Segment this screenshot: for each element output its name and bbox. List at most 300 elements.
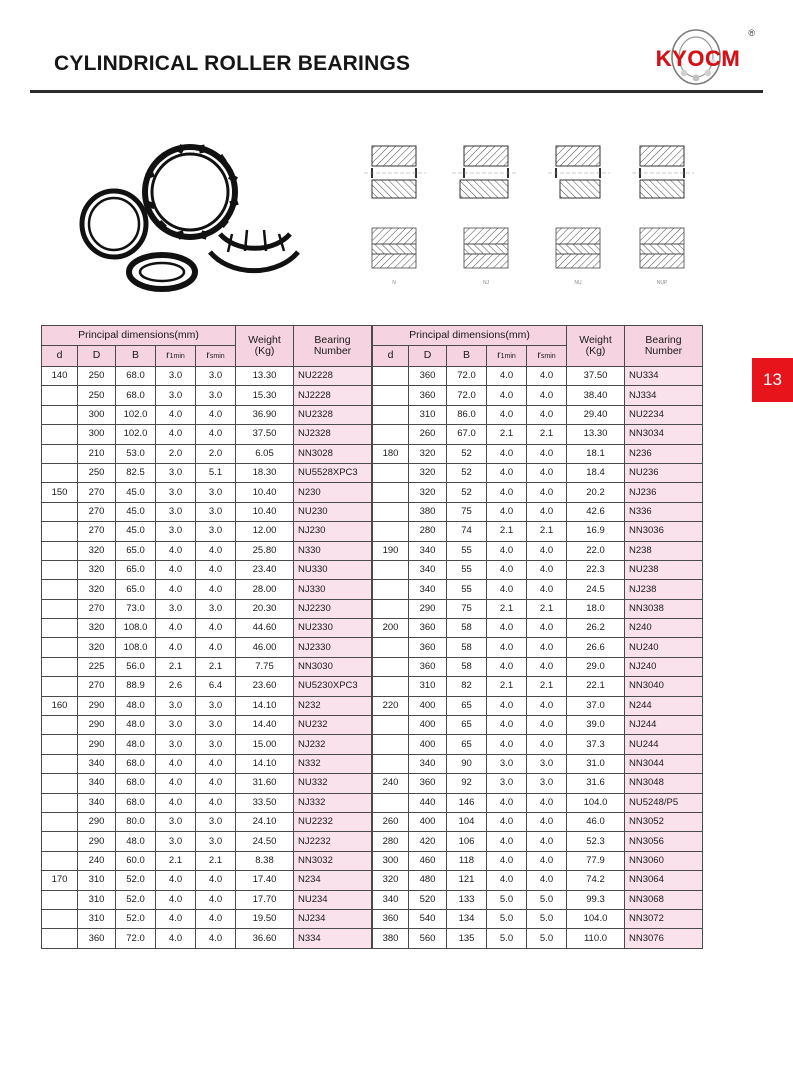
cell-weight: 104.0 [567,793,625,812]
cell-rsmin: 4.0 [196,890,236,909]
table-row [373,522,703,541]
cell-D: 290 [78,735,116,754]
cell-D: 300 [78,405,116,424]
cell-bearing-number: N238 [625,541,703,560]
cell-weight: 18.1 [567,444,625,463]
cell-weight: 77.9 [567,851,625,870]
cell-bearing-number: N240 [625,619,703,638]
cell-weight: 7.75 [236,657,294,676]
table-head-left [42,326,372,367]
table-row [373,541,703,560]
cell-rsmin: 4.0 [196,909,236,928]
cell-B: 60.0 [116,851,156,870]
column-header-r1min: r1min [487,346,527,367]
cell-weight: 24.5 [567,580,625,599]
cell-weight: 14.10 [236,696,294,715]
diagram-label-n: N [392,280,396,286]
cell-weight: 110.0 [567,929,625,948]
cell-B: 58 [447,619,487,638]
cell-rsmin: 2.0 [196,444,236,463]
cell-D: 290 [78,696,116,715]
page-title: CYLINDRICAL ROLLER BEARINGS [54,52,411,75]
table-row [42,560,372,579]
table-row [373,638,703,657]
cell-bearing-number: NJ330 [294,580,372,599]
cell-weight: 44.60 [236,619,294,638]
group-header-dimensions: Principal dimensions(mm) [42,326,236,346]
cell-B: 52 [447,483,487,502]
cell-r1min: 4.0 [487,463,527,482]
cell-B: 45.0 [116,522,156,541]
bearing-specification-tables [41,325,703,949]
bearing-line1: Bearing [314,333,351,346]
cell-d [42,522,78,541]
cell-weight: 23.60 [236,677,294,696]
cell-D: 250 [78,367,116,386]
cell-bearing-number: NU5528XPC3 [294,463,372,482]
cell-rsmin: 4.0 [527,483,567,502]
cell-rsmin: 4.0 [527,793,567,812]
bearing-line1: Bearing [645,333,682,346]
table-row [373,812,703,831]
cell-d: 300 [373,851,409,870]
table-row [373,425,703,444]
cell-bearing-number: NU234 [294,890,372,909]
cell-bearing-number: NN3064 [625,871,703,890]
cell-d [373,560,409,579]
cell-D: 270 [78,483,116,502]
cell-r1min: 3.0 [156,502,196,521]
table-row [42,793,372,812]
cell-d [373,677,409,696]
cell-d: 320 [373,871,409,890]
cell-rsmin: 4.0 [196,774,236,793]
cell-B: 72.0 [447,386,487,405]
cell-B: 68.0 [116,386,156,405]
cell-weight: 22.1 [567,677,625,696]
cell-B: 65 [447,696,487,715]
cell-bearing-number: NN3052 [625,812,703,831]
cell-B: 68.0 [116,774,156,793]
cell-bearing-number: NN3036 [625,522,703,541]
cell-d [42,386,78,405]
cell-D: 280 [409,522,447,541]
table-row [373,754,703,773]
cell-bearing-number: NU2234 [625,405,703,424]
cell-weight: 74.2 [567,871,625,890]
cell-B: 67.0 [447,425,487,444]
cell-B: 118 [447,851,487,870]
cell-weight: 18.4 [567,463,625,482]
cell-D: 440 [409,793,447,812]
cell-weight: 15.00 [236,735,294,754]
cell-rsmin: 2.1 [527,522,567,541]
cell-rsmin: 4.0 [196,619,236,638]
cell-rsmin: 5.0 [527,909,567,928]
table-row [42,774,372,793]
cell-rsmin: 4.0 [196,541,236,560]
cell-bearing-number: NN3040 [625,677,703,696]
cell-B: 121 [447,871,487,890]
cell-r1min: 4.0 [487,560,527,579]
cell-rsmin: 4.0 [527,541,567,560]
cell-B: 104 [447,812,487,831]
cell-bearing-number: NU238 [625,560,703,579]
cell-B: 74 [447,522,487,541]
cell-weight: 13.30 [236,367,294,386]
cell-bearing-number: NN3068 [625,890,703,909]
cell-rsmin: 3.0 [196,367,236,386]
cell-B: 102.0 [116,425,156,444]
cell-d [373,463,409,482]
cell-B: 102.0 [116,405,156,424]
cell-weight: 12.00 [236,522,294,541]
cell-D: 270 [78,677,116,696]
cell-D: 540 [409,909,447,928]
weight-line1: Weight [579,333,612,346]
cell-D: 290 [409,599,447,618]
cell-bearing-number: NJ332 [294,793,372,812]
cell-B: 86.0 [447,405,487,424]
cell-rsmin: 4.0 [196,871,236,890]
cell-d [373,657,409,676]
cell-weight: 16.9 [567,522,625,541]
column-header-weight [567,326,625,367]
cell-bearing-number: NN3038 [625,599,703,618]
cell-bearing-number: NN3076 [625,929,703,948]
cell-weight: 10.40 [236,483,294,502]
cell-B: 58 [447,657,487,676]
cell-weight: 39.0 [567,716,625,735]
cell-bearing-number: N232 [294,696,372,715]
cell-D: 340 [409,580,447,599]
table-row [373,444,703,463]
cell-r1min: 4.0 [487,541,527,560]
cell-B: 75 [447,599,487,618]
cell-D: 340 [409,754,447,773]
cell-rsmin: 2.1 [527,425,567,444]
cell-r1min: 4.0 [156,638,196,657]
cell-B: 146 [447,793,487,812]
bearing-table-right [372,325,703,949]
column-header-d: d [373,346,409,367]
cell-bearing-number: NJ244 [625,716,703,735]
cell-weight: 99.3 [567,890,625,909]
cell-bearing-number: NJ2328 [294,425,372,444]
cell-weight: 36.90 [236,405,294,424]
cell-r1min: 4.0 [156,425,196,444]
cell-B: 53.0 [116,444,156,463]
cell-weight: 24.10 [236,812,294,831]
cell-r1min: 5.0 [487,929,527,948]
cell-d [42,754,78,773]
cell-D: 320 [409,463,447,482]
cell-weight: 18.30 [236,463,294,482]
cell-D: 250 [78,463,116,482]
cell-rsmin: 4.0 [196,754,236,773]
cell-rsmin: 5.0 [527,890,567,909]
cell-rsmin: 4.0 [196,560,236,579]
cell-r1min: 4.0 [487,386,527,405]
cell-r1min: 4.0 [487,483,527,502]
table-row [42,929,372,948]
cell-r1min: 4.0 [487,657,527,676]
cell-d [42,812,78,831]
table-row [373,929,703,948]
cell-d: 280 [373,832,409,851]
cell-bearing-number: NU5230XPC3 [294,677,372,696]
cell-B: 48.0 [116,716,156,735]
cell-d [42,716,78,735]
table-row [373,832,703,851]
cell-r1min: 2.6 [156,677,196,696]
cell-bearing-number: NN3060 [625,851,703,870]
table-row [373,696,703,715]
cell-rsmin: 4.0 [527,463,567,482]
cell-d [42,909,78,928]
cell-bearing-number: NN3072 [625,909,703,928]
cell-B: 55 [447,560,487,579]
cell-B: 108.0 [116,619,156,638]
cell-D: 360 [409,386,447,405]
cell-weight: 17.70 [236,890,294,909]
table-row [42,909,372,928]
cell-B: 52.0 [116,890,156,909]
cell-bearing-number: NJ334 [625,386,703,405]
cell-d [42,599,78,618]
cell-r1min: 4.0 [156,909,196,928]
table-row [373,657,703,676]
cell-r1min: 4.0 [487,735,527,754]
cell-bearing-number: NN3034 [625,425,703,444]
cell-B: 55 [447,541,487,560]
cell-B: 133 [447,890,487,909]
cell-D: 320 [409,444,447,463]
cell-d [42,580,78,599]
cell-rsmin: 3.0 [196,832,236,851]
cell-D: 320 [78,619,116,638]
cell-weight: 36.60 [236,929,294,948]
cell-rsmin: 4.0 [196,425,236,444]
cell-weight: 15.30 [236,386,294,405]
cell-weight: 22.3 [567,560,625,579]
cell-d: 260 [373,812,409,831]
cell-r1min: 2.1 [487,599,527,618]
cell-weight: 22.0 [567,541,625,560]
cell-d: 150 [42,483,78,502]
cell-d [373,483,409,502]
cell-d: 140 [42,367,78,386]
cell-D: 420 [409,832,447,851]
column-header-weight [236,326,294,367]
cell-rsmin: 3.0 [196,483,236,502]
table-row [42,367,372,386]
cell-r1min: 4.0 [156,580,196,599]
cell-B: 65.0 [116,541,156,560]
table-row [42,599,372,618]
cell-r1min: 4.0 [156,560,196,579]
cell-d: 340 [373,890,409,909]
table-row [373,851,703,870]
cell-rsmin: 3.0 [196,522,236,541]
table-row [42,483,372,502]
cell-d [373,580,409,599]
cell-r1min: 2.1 [156,657,196,676]
cell-bearing-number: NJ234 [294,909,372,928]
cell-rsmin: 4.0 [527,444,567,463]
table-row [373,909,703,928]
cell-bearing-number: NJ238 [625,580,703,599]
cell-r1min: 4.0 [487,871,527,890]
cell-r1min: 4.0 [487,696,527,715]
cell-bearing-number: NU2228 [294,367,372,386]
cell-rsmin: 4.0 [527,716,567,735]
cell-rsmin: 3.0 [196,386,236,405]
cell-weight: 37.3 [567,735,625,754]
cell-d [42,405,78,424]
cell-weight: 6.05 [236,444,294,463]
cell-rsmin: 4.0 [527,812,567,831]
cell-D: 400 [409,716,447,735]
table-row [42,851,372,870]
cell-B: 65.0 [116,580,156,599]
cell-rsmin: 4.0 [527,851,567,870]
table-row [373,871,703,890]
cell-D: 225 [78,657,116,676]
cell-d [373,386,409,405]
cell-D: 340 [78,793,116,812]
cell-B: 108.0 [116,638,156,657]
cell-D: 310 [409,677,447,696]
table-row [42,522,372,541]
cell-r1min: 4.0 [156,541,196,560]
cell-d [373,405,409,424]
cell-D: 270 [78,522,116,541]
cell-rsmin: 4.0 [196,580,236,599]
cell-r1min: 4.0 [156,890,196,909]
table-body-left [42,367,372,949]
cell-rsmin: 3.0 [196,502,236,521]
cell-D: 320 [409,483,447,502]
cell-rsmin: 4.0 [527,657,567,676]
table-row [42,832,372,851]
cell-weight: 31.6 [567,774,625,793]
table-row [42,657,372,676]
cell-rsmin: 4.0 [527,696,567,715]
registered-trademark-icon: ® [748,28,755,38]
cell-bearing-number: NU330 [294,560,372,579]
cell-rsmin: 4.0 [527,367,567,386]
table-row [42,502,372,521]
cell-d [42,425,78,444]
cell-B: 92 [447,774,487,793]
cell-d: 220 [373,696,409,715]
cell-r1min: 4.0 [487,832,527,851]
table-row [373,890,703,909]
cell-D: 290 [78,716,116,735]
cell-r1min: 2.1 [487,522,527,541]
cell-r1min: 3.0 [156,463,196,482]
cell-D: 340 [78,774,116,793]
cell-rsmin: 2.1 [527,677,567,696]
column-header-bearing-number [294,326,372,367]
cell-B: 45.0 [116,502,156,521]
cell-d [42,657,78,676]
cell-rsmin: 4.0 [527,735,567,754]
column-header-D: D [409,346,447,367]
cell-D: 360 [409,367,447,386]
column-header-d: d [42,346,78,367]
cell-rsmin: 4.0 [527,386,567,405]
cell-d [373,522,409,541]
cell-weight: 104.0 [567,909,625,928]
table-row [42,580,372,599]
table-row [42,812,372,831]
cell-D: 460 [409,851,447,870]
cell-B: 75 [447,502,487,521]
cell-B: 72.0 [447,367,487,386]
cell-weight: 26.6 [567,638,625,657]
table-row [373,463,703,482]
cell-D: 310 [78,871,116,890]
cell-r1min: 2.1 [487,425,527,444]
table-row [42,405,372,424]
cell-rsmin: 4.0 [527,871,567,890]
cell-r1min: 4.0 [487,716,527,735]
cell-weight: 18.0 [567,599,625,618]
cell-d [42,502,78,521]
cell-d [42,851,78,870]
table-row [42,735,372,754]
weight-line2: (Kg) [254,345,275,357]
cell-r1min: 4.0 [487,580,527,599]
cell-B: 68.0 [116,367,156,386]
cell-rsmin: 2.1 [196,851,236,870]
cell-bearing-number: N332 [294,754,372,773]
cell-B: 65.0 [116,560,156,579]
cell-rsmin: 4.0 [527,560,567,579]
cell-bearing-number: NJ236 [625,483,703,502]
cell-d [42,929,78,948]
page-number-badge: 13 [752,358,793,402]
cell-weight: 24.50 [236,832,294,851]
cell-d [373,599,409,618]
cell-d [373,716,409,735]
cell-d [373,735,409,754]
cell-bearing-number: N336 [625,502,703,521]
cell-D: 270 [78,502,116,521]
table-row [42,754,372,773]
cell-r1min: 3.0 [156,522,196,541]
table-row [42,444,372,463]
cell-rsmin: 3.0 [196,812,236,831]
bearing-line2: Number [313,345,352,357]
cell-d [373,425,409,444]
table-row [373,502,703,521]
cell-r1min: 3.0 [156,832,196,851]
cell-d [42,541,78,560]
cell-rsmin: 2.1 [527,599,567,618]
cell-B: 65 [447,716,487,735]
cell-weight: 42.6 [567,502,625,521]
cell-r1min: 4.0 [487,793,527,812]
cell-D: 360 [409,774,447,793]
column-header-rsmin: rsmin [196,346,236,367]
table-row [42,716,372,735]
cell-weight: 52.3 [567,832,625,851]
cell-rsmin: 3.0 [196,599,236,618]
cell-bearing-number: N244 [625,696,703,715]
